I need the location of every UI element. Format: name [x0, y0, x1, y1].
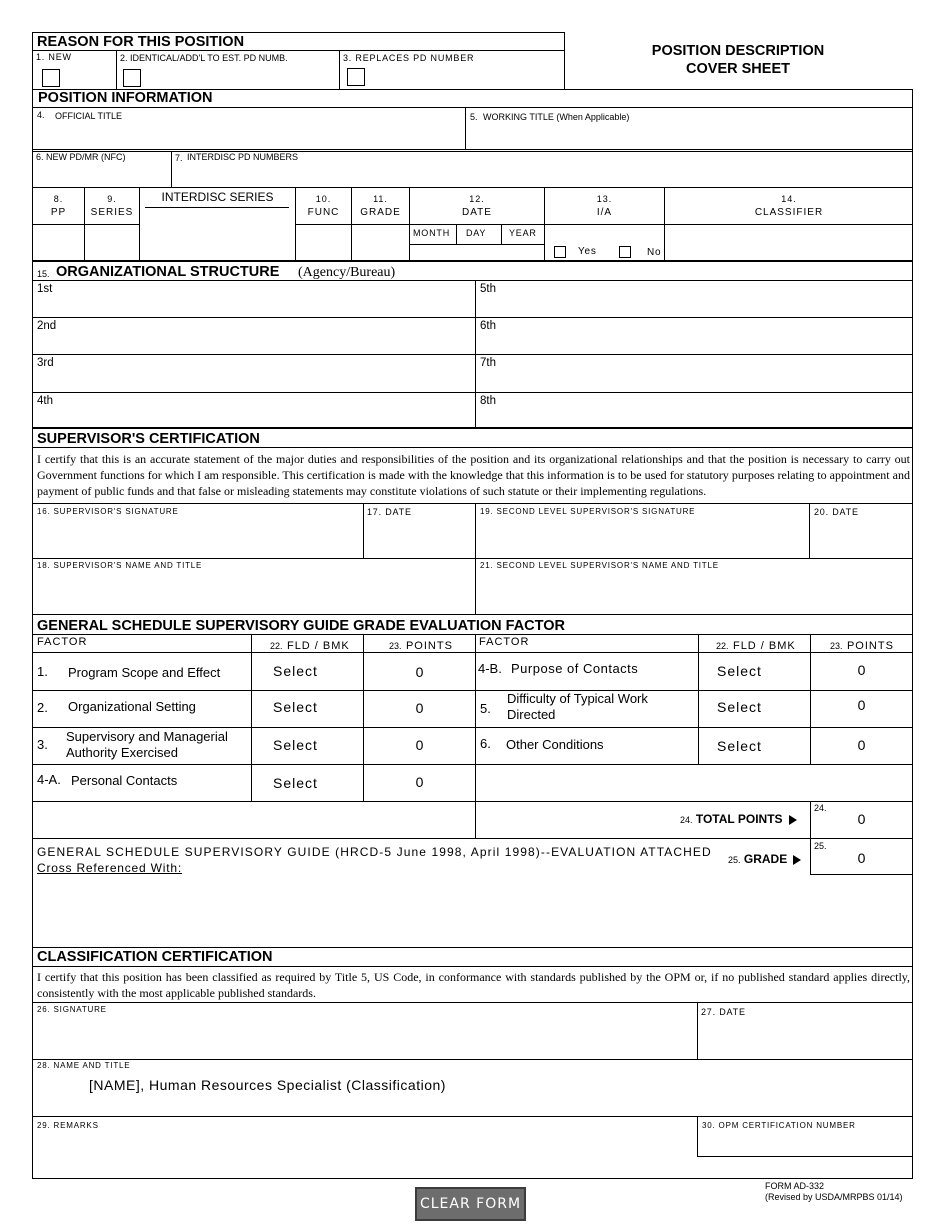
col-classifier: 14. CLASSIFIER	[754, 194, 824, 218]
org-sub: (Agency/Bureau)	[298, 265, 396, 280]
org-level-3: 3rd	[37, 357, 54, 369]
sig19-label: 19. SECOND LEVEL SUPERVISOR'S SIGNATURE	[480, 507, 696, 516]
name18-label: 18. SUPERVISOR'S NAME AND TITLE	[37, 561, 203, 570]
factor-3-points: 0	[415, 737, 424, 753]
position-info-heading: POSITION INFORMATION	[38, 90, 213, 106]
arrow-right-icon	[793, 855, 801, 865]
supervisor-signature-field[interactable]	[33, 519, 362, 557]
new-checkbox[interactable]	[42, 69, 60, 87]
factor-2-num: 2.	[37, 700, 48, 715]
factor-4b-select[interactable]: Select	[717, 663, 762, 679]
factor-1-select[interactable]: Select	[273, 663, 318, 679]
factor-6-points: 0	[857, 737, 866, 753]
grade-box-num: 25.	[814, 841, 827, 851]
factor-6-name: Other Conditions	[506, 737, 604, 752]
ia-yes-label: Yes	[578, 246, 597, 257]
org-structure-section	[32, 261, 913, 428]
factor-4b-name: Purpose of Contacts	[511, 661, 639, 676]
factor-2-select[interactable]: Select	[273, 699, 318, 715]
official-title-num: 4.	[37, 110, 45, 120]
factor-1-num: 1.	[37, 664, 48, 679]
month-label: MONTH	[413, 228, 450, 238]
working-title-num: 5.	[470, 112, 478, 122]
gs-fld-header-right: 22. FLD / BMK	[716, 640, 796, 652]
clear-form-button[interactable]: CLEAR FORM	[415, 1187, 526, 1221]
factor-2-points: 0	[415, 700, 424, 716]
replaces-checkbox[interactable]	[347, 68, 365, 86]
factor-6-num: 6.	[480, 736, 491, 751]
ia-yes-checkbox[interactable]	[554, 246, 566, 258]
total-points-value: 0	[857, 811, 866, 827]
new-pd-label: 6. NEW PD/MR (NFC)	[36, 152, 126, 162]
total-points-label: 24. TOTAL POINTS	[680, 812, 797, 826]
replaces-label: 3. REPLACES PD NUMBER	[343, 53, 475, 63]
org-level-7: 7th	[480, 357, 496, 369]
remarks29-label: 29. REMARKS	[37, 1121, 99, 1130]
cross-reference-label: Cross Referenced With:	[37, 861, 182, 875]
date27-label: 27. DATE	[701, 1007, 746, 1017]
col-func: 10. FUNC	[307, 194, 340, 218]
name28-label: 28. NAME AND TITLE	[37, 1061, 131, 1070]
second-supervisor-name-field[interactable]	[476, 573, 912, 614]
gs-heading: GENERAL SCHEDULE SUPERVISORY GUIDE GRADE EVALUATION FACTOR	[37, 618, 565, 634]
new-pd-field[interactable]	[33, 165, 170, 186]
org-level-1: 1st	[37, 283, 53, 295]
col-pp: 8. PP	[50, 194, 67, 218]
grade-value: 0	[857, 850, 866, 866]
org-level-2: 2nd	[37, 320, 57, 332]
interdisc-series-label: INTERDISC SERIES	[161, 190, 274, 204]
total-box-num: 24.	[814, 803, 827, 813]
factor-5-select[interactable]: Select	[717, 699, 762, 715]
classifier-name-title[interactable]: [NAME], Human Resources Specialist (Classification)	[89, 1077, 446, 1093]
sig16-label: 16. SUPERVISOR'S SIGNATURE	[37, 507, 179, 516]
identical-label: 2. IDENTICAL/ADD'L TO EST. PD NUMB.	[120, 53, 288, 63]
factor-3-num: 3.	[37, 737, 48, 752]
factor-4b-points: 0	[857, 662, 866, 678]
new-label: 1. NEW	[36, 52, 72, 62]
supervisor-date-field[interactable]	[364, 519, 474, 557]
classification-signature-field[interactable]	[33, 1018, 696, 1058]
factor-5-name: Difficulty of Typical Work Directed	[507, 691, 648, 722]
interdisc-pd-field[interactable]	[172, 165, 912, 186]
remarks-field[interactable]	[33, 1133, 696, 1178]
supervisor-name-field[interactable]	[33, 573, 474, 614]
factor-5-points: 0	[857, 697, 866, 713]
factor-4a-select[interactable]: Select	[273, 775, 318, 791]
identical-checkbox[interactable]	[123, 69, 141, 87]
second-supervisor-signature-field[interactable]	[476, 519, 808, 557]
factor-4a-num: 4-A.	[37, 772, 61, 787]
sig26-label: 26. SIGNATURE	[37, 1005, 107, 1014]
opm-cert-field[interactable]	[698, 1133, 912, 1155]
date17-label: 17. DATE	[367, 507, 412, 517]
gs-points-header-right: 23. POINTS	[830, 640, 894, 652]
gs-factor-header-right: FACTOR	[479, 636, 530, 648]
ia-no-checkbox[interactable]	[619, 246, 631, 258]
org-level-6: 6th	[480, 320, 496, 332]
arrow-right-icon	[789, 815, 797, 825]
interdisc-num: 7.	[175, 153, 183, 163]
factor-4a-points: 0	[415, 774, 424, 790]
factor-1-name: Program Scope and Effect	[68, 665, 221, 680]
reason-heading: REASON FOR THIS POSITION	[37, 34, 245, 50]
factor-4b-num: 4-B.	[478, 661, 502, 676]
gs-points-header-left: 23. POINTS	[389, 640, 453, 652]
col-ia: 13. I/A	[596, 194, 613, 218]
col-date: 12. DATE	[462, 194, 492, 218]
ia-no-label: No	[647, 247, 662, 258]
factor-2-name: Organizational Setting	[68, 699, 196, 714]
factor-6-select[interactable]: Select	[717, 738, 762, 754]
org-heading: ORGANIZATIONAL STRUCTURE	[56, 264, 280, 280]
factor-1-points: 0	[415, 664, 424, 680]
org-level-8: 8th	[480, 395, 496, 407]
col-grade: 11. GRADE	[360, 194, 401, 218]
name21-label: 21. SECOND LEVEL SUPERVISOR'S NAME AND TITLE	[480, 561, 719, 570]
official-title-field[interactable]	[33, 122, 464, 148]
working-title-label: WORKING TITLE (When Applicable)	[483, 112, 630, 122]
classifier-field[interactable]	[665, 225, 912, 260]
org-level-4: 4th	[37, 395, 53, 407]
gs-fld-header-left: 22. FLD / BMK	[270, 640, 350, 652]
form-number: FORM AD-332 (Revised by USDA/MRPBS 01/14)	[765, 1181, 903, 1202]
official-title-label: OFFICIAL TITLE	[55, 111, 123, 121]
org-level-5: 5th	[480, 283, 496, 295]
interdisc-label: INTERDISC PD NUMBERS	[187, 152, 299, 162]
cross-reference-field[interactable]	[33, 876, 912, 946]
guide-reference: GENERAL SCHEDULE SUPERVISORY GUIDE (HRCD-5 June 1998, April 1998)--EVALUATION ATTACHED	[37, 845, 712, 859]
classification-heading: CLASSIFICATION CERTIFICATION	[37, 949, 273, 965]
factor-3-select[interactable]: Select	[273, 737, 318, 753]
second-supervisor-date-field[interactable]	[810, 519, 912, 557]
grade-label: 25. GRADE	[728, 852, 801, 866]
form-title: POSITION DESCRIPTION COVER SHEET	[651, 43, 825, 77]
date20-label: 20. DATE	[814, 507, 859, 517]
org-num: 15.	[37, 269, 50, 279]
day-label: DAY	[466, 228, 487, 238]
factor-5-num: 5.	[480, 701, 491, 716]
year-label: YEAR	[509, 228, 537, 238]
working-title-field[interactable]	[466, 124, 912, 148]
col-series: 9. SERIES	[90, 194, 134, 218]
classification-cert-text: I certify that this position has been classified as required by Title 5, US Code, in conformance with standards published by the OPM or, if no published standard applies directly, consistently with the most applicable published standards.	[37, 970, 910, 1000]
factor-3-name: Supervisory and Managerial Authority Exercised	[66, 729, 228, 760]
opm30-label: 30. OPM CERTIFICATION NUMBER	[702, 1121, 856, 1130]
factor-4a-name: Personal Contacts	[71, 773, 178, 788]
classification-date-field[interactable]	[698, 1020, 912, 1058]
supervisor-heading: SUPERVISOR'S CERTIFICATION	[37, 431, 260, 447]
gs-factor-header-left: FACTOR	[37, 636, 88, 648]
supervisor-cert-text: I certify that this is an accurate statement of the major duties and responsibilities of the position and its organizational relationships and that the position is necessary to carry out Government functions for which I am responsible. This certification is made with the knowledge that this information is to be used for statutory purposes relating to appointment and payment of public funds and that false or misleading statements may constitute violations of such statute or their implementing regulations.	[37, 452, 910, 498]
